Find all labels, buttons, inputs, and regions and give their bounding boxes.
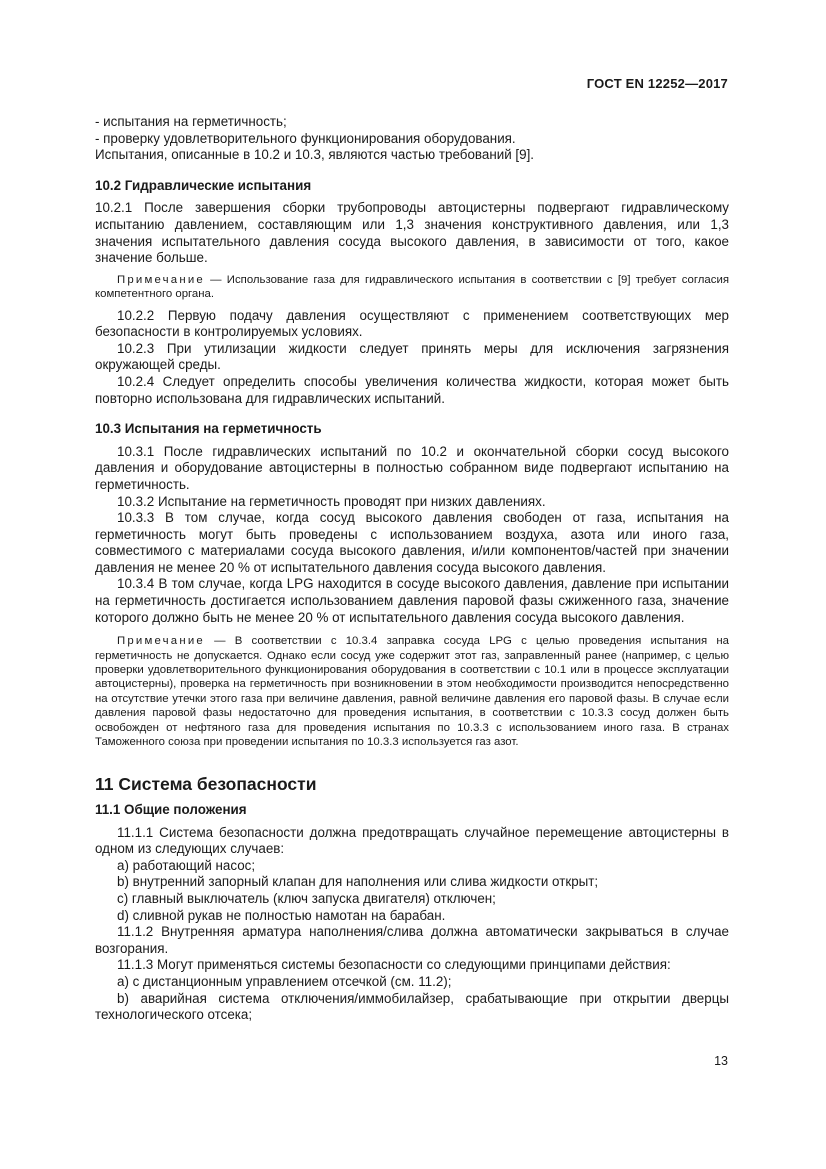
paragraph-text: 11.1.1 Система безопасности должна предотвращать случайное перемещение автоцистерны в одном из следующих случаев: [95,824,729,857]
intro-line: Испытания, описанные в 10.2 и 10.3, являются частью требований [9]. [95,147,535,163]
list-item: c) главный выключатель (ключ запуска двигателя) отключен; [117,891,496,907]
note-text: — Использование газа для гидравлического испытания в соответствии с [9] требует согласия компетентного органа. [95,273,729,301]
paragraph-text: 10.3.2 Испытание на герметичность проводят при низких давлениях. [117,493,546,509]
note-10-2 [95,273,729,302]
section-heading-10-2: 10.2 Гидравлические испытания [95,177,312,193]
section-heading-11: 11 Система безопасности [95,773,317,794]
paragraph-text: 11.1.2 Внутренняя арматура наполнения/слива должна автоматически закрываться в случае возгорания. [95,924,729,956]
paragraph-text: 10.3.1 После гидравлических испытаний по 10.2 и окончательной сборки сосуд высокого давления и оборудование автоцистерны в полностью собранном виде подвергают испытанию на герметичность. [95,443,729,492]
paragraph-10-2-2 [95,308,729,341]
list-item: b) внутренний запорный клапан для наполнения или слива жидкости открыт; [117,874,599,890]
list-item: b) аварийная система отключения/иммобилайзер, срабатывающие при открытии дверцы технологического отсека; [95,990,729,1023]
page-content [95,114,729,1024]
paragraph-10-2-4 [95,374,729,407]
section-heading-10-3: 10.3 Испытания на герметичность [95,421,322,437]
list-item: a) работающий насос; [117,857,256,873]
paragraph-text: 10.2.1 После завершения сборки трубопроводы автоцистерны подвергают гидравлическому испытанию давлением, составляющим или 1,3 значения конструктивного давления, или 1,3 значения испытательного давления сосуда высокого давления, в зависимости от того, какое значение больше. [95,200,729,266]
intro-line: - испытания на герметичность; [95,114,287,129]
note-text: — В соответствии с 10.3.4 заправка сосуда LPG с целью проведения испытания на герметичность не допускается. Однако если сосуд уже содержит этот газ, заправленный ранее (например, с целью проверки удовлетворительного функционирования оборудования в соответствии с 10.1 или в процессе эксплуатации автоцистерны), проверка на герметичность при возникновении в этом необходимости производится непосредственно на отсутствие утечки этого газа при величине давления, равной величине давления его паровой фазы. В случае если давления паровой фазы недостаточно для проведения испытания, в соответствии с 10.3.3 сосуд должен быть освобожден от нефтяного газа для проведения испытания по 10.3.3 с использованием иного газа. В странах Таможенного союза при проведении испытания по 10.3.3 используется газ азот. [95,635,729,749]
note-10-3 [95,634,729,749]
paragraph-text: 10.2.4 Следует определить способы увеличения количества жидкости, которая может быть повторно использована для гидравлических испытаний. [95,373,729,406]
paragraph-10-3-4 [95,576,729,626]
paragraph-text: 10.3.4 В том случае, когда LPG находится в сосуде высокого давления, давление при испытании на герметичность достигается использованием давления паровой фазы сжиженного газа, значение которого должно быть не менее 20 % от испытательного давления сосуда высокого давления. [95,576,729,625]
paragraph-10-3-1 [95,444,729,494]
paragraph-10-3-2 [95,494,729,511]
paragraph-10-3-3 [95,510,729,576]
intro-line: - проверку удовлетворительного функционирования оборудования. [95,130,516,146]
note-label: Примечание [117,273,205,286]
paragraph-10-2-1 [95,200,729,266]
note-label: Примечание [117,635,205,648]
list-item: a) с дистанционным управлением отсечкой (см. 11.2); [117,974,452,990]
paragraph-text: 10.2.3 При утилизации жидкости следует принять меры для исключения загрязнения окружающей среды. [95,340,729,373]
paragraph-text: 10.3.3 В том случае, когда сосуд высокого давления свободен от газа, испытания на герметичность могут быть проведены с использованием воздуха, азота или иного газа, совместимого с материалами сосуда высокого давления, и/или компонентов/частей при значении давления не менее 20 % от испытательного давления сосуда высокого давления. [95,510,729,575]
list-item: d) сливной рукав не полностью намотан на барабан. [117,907,446,923]
paragraph-11-1-1 [95,825,729,858]
section-heading-11-1: 11.1 Общие положения [95,802,247,818]
page-number: 13 [714,1054,728,1068]
paragraph-11-1-2 [95,924,729,957]
paragraph-10-2-3 [95,341,729,374]
paragraph-text: 11.1.3 Могут применяться системы безопасности со следующими принципами действия: [117,957,671,973]
paragraph-text: 10.2.2 Первую подачу давления осуществляют с применением соответствующих мер безопасности в контролируемых условиях. [95,307,729,340]
paragraph-11-1-3 [95,957,729,974]
standard-code-header: ГОСТ EN 12252—2017 [586,76,728,91]
